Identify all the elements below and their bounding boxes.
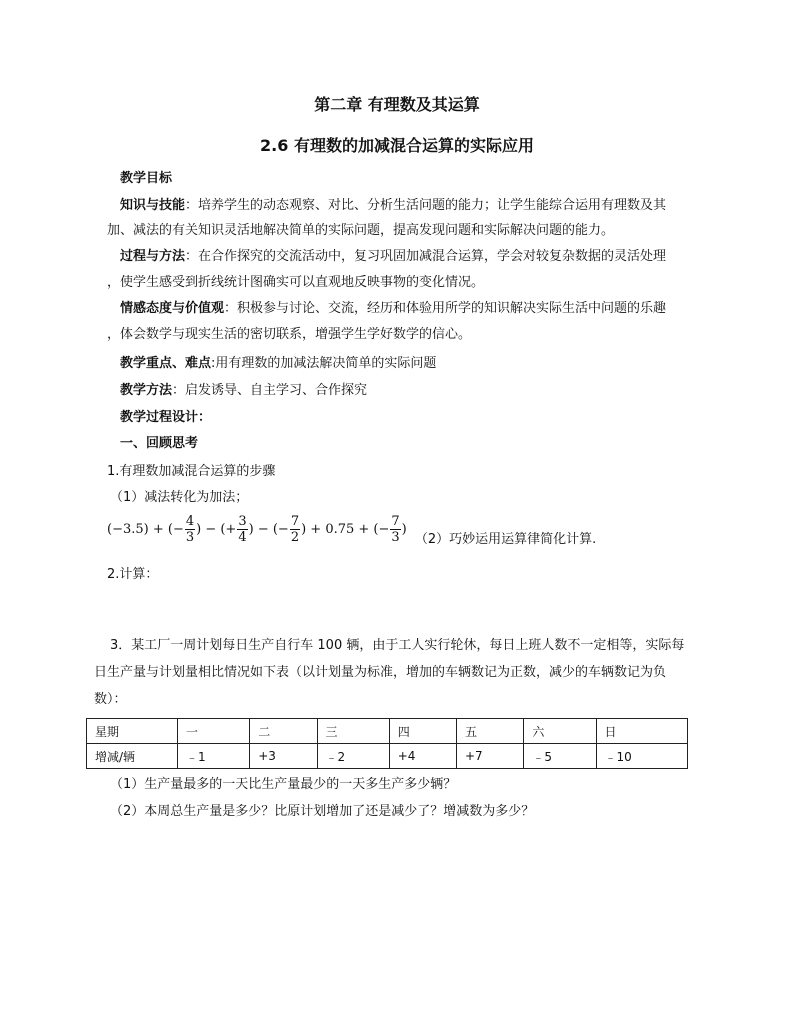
question-2: （2）本周总生产量是多少？比原计划增加了还是减少了？增减数为多少？ (110, 804, 535, 819)
formula-expression (107, 514, 596, 545)
table-day: 五 (457, 719, 524, 744)
step-1: （1）减法转化为加法； (110, 490, 249, 505)
process-text-1: ：在合作探究的交流活动中，复习巩固加减混合运算，学会对较复杂数据的灵活处理 (185, 249, 667, 264)
fraction-2-numerator: 3 (238, 514, 247, 529)
problem-3-line-1: 3．某工厂一周计划每日生产自行车 100 辆，由于工人实行轮休，每日上班人数不一定相等，实际每 (110, 638, 685, 653)
table-header-row (87, 719, 688, 744)
table-value: ﹣10 (596, 744, 688, 769)
table-value: +7 (457, 744, 524, 769)
process-design-heading: 教学过程设计： (120, 410, 212, 425)
fraction-2 (237, 514, 247, 545)
table-day: 六 (524, 719, 596, 744)
attitude-text-1: ：积极参与讨论、交流，经历和体验用所学的知识解决实际生活中问题的乐趣 (224, 301, 667, 316)
process-line-1 (120, 248, 666, 266)
process-line-2: ，使学生感受到折线统计图确实可以直观地反映事物的变化情况。 (107, 275, 485, 290)
table-day: 四 (389, 719, 456, 744)
teaching-methods (120, 382, 367, 400)
fraction-1-denominator: 3 (185, 530, 195, 545)
formula-text-2: ) − (+ (196, 522, 237, 537)
fraction-4-numerator: 7 (391, 514, 400, 529)
production-table (86, 718, 688, 769)
table-value: ﹣2 (317, 744, 389, 769)
knowledge-line-2: 加、减法的有关知识灵活地解决简单的实际问题，提高发现问题和实际解决问题的能力。 (107, 223, 615, 238)
fraction-2-denominator: 4 (238, 530, 247, 545)
table-day: 三 (317, 719, 389, 744)
table-value: ﹣1 (178, 744, 250, 769)
calc-heading: 2.计算： (107, 567, 159, 582)
objectives-heading: 教学目标 (120, 171, 173, 186)
table-value: +4 (389, 744, 456, 769)
steps-title: 1.有理数加减混合运算的步骤 (107, 464, 276, 479)
table-row (87, 744, 688, 769)
methods-text: ：启发诱导、自主学习、合作探究 (172, 383, 368, 398)
process-label: 过程与方法 (120, 249, 186, 264)
problem-3-line-3: 数）： (94, 692, 127, 707)
fraction-1-numerator: 4 (185, 514, 195, 529)
fraction-3 (290, 514, 300, 545)
review-heading: 一、回顾思考 (120, 436, 199, 451)
key-points-text: :用有理数的加减法解决简单的实际问题 (211, 356, 437, 371)
formula-text-1: (−3.5) + (− (107, 522, 184, 537)
problem-3-line-2: 日生产量与计划量相比情况如下表（以计划量为标准，增加的车辆数记为正数，减少的车辆数记为负 (94, 665, 667, 680)
table-value: ﹣5 (524, 744, 596, 769)
methods-label: 教学方法 (120, 383, 173, 398)
fraction-1 (185, 514, 195, 545)
knowledge-line-1 (120, 197, 666, 215)
fraction-3-numerator: 7 (290, 514, 300, 529)
table-row-label: 增减/辆 (87, 744, 178, 769)
formula-text-4: ) + 0.75 + (− (301, 522, 390, 537)
step-2: （2）巧妙运用运算律简化计算. (414, 532, 597, 547)
knowledge-text-1: ：培养学生的动态观察、对比、分析生活问题的能力；让学生能综合运用有理数及其 (185, 198, 667, 213)
attitude-label: 情感态度与价值观 (120, 301, 225, 316)
table-day: 日 (596, 719, 688, 744)
key-points-label: 教学重点、难点 (120, 356, 212, 371)
table-day: 二 (250, 719, 317, 744)
table-value: +3 (250, 744, 317, 769)
lesson-title: 2.6 有理数的加减混合运算的实际应用 (260, 136, 534, 155)
attitude-line-1 (120, 300, 666, 318)
knowledge-label: 知识与技能 (120, 198, 186, 213)
chapter-title: 第二章 有理数及其运算 (314, 95, 480, 114)
fraction-4-denominator: 3 (391, 530, 400, 545)
question-1: （1）生产量最多的一天比生产量最少的一天多生产多少辆？ (110, 777, 457, 792)
fraction-3-denominator: 2 (290, 530, 300, 545)
formula-text-3: ) − (− (248, 522, 289, 537)
key-points (120, 355, 436, 373)
attitude-line-2: ，体会数学与现实生活的密切联系，增强学生学好数学的信心。 (107, 327, 472, 342)
table-header-label: 星期 (87, 719, 178, 744)
fraction-4 (390, 514, 400, 545)
formula-text-5: ) (401, 522, 407, 537)
table-day: 一 (178, 719, 250, 744)
